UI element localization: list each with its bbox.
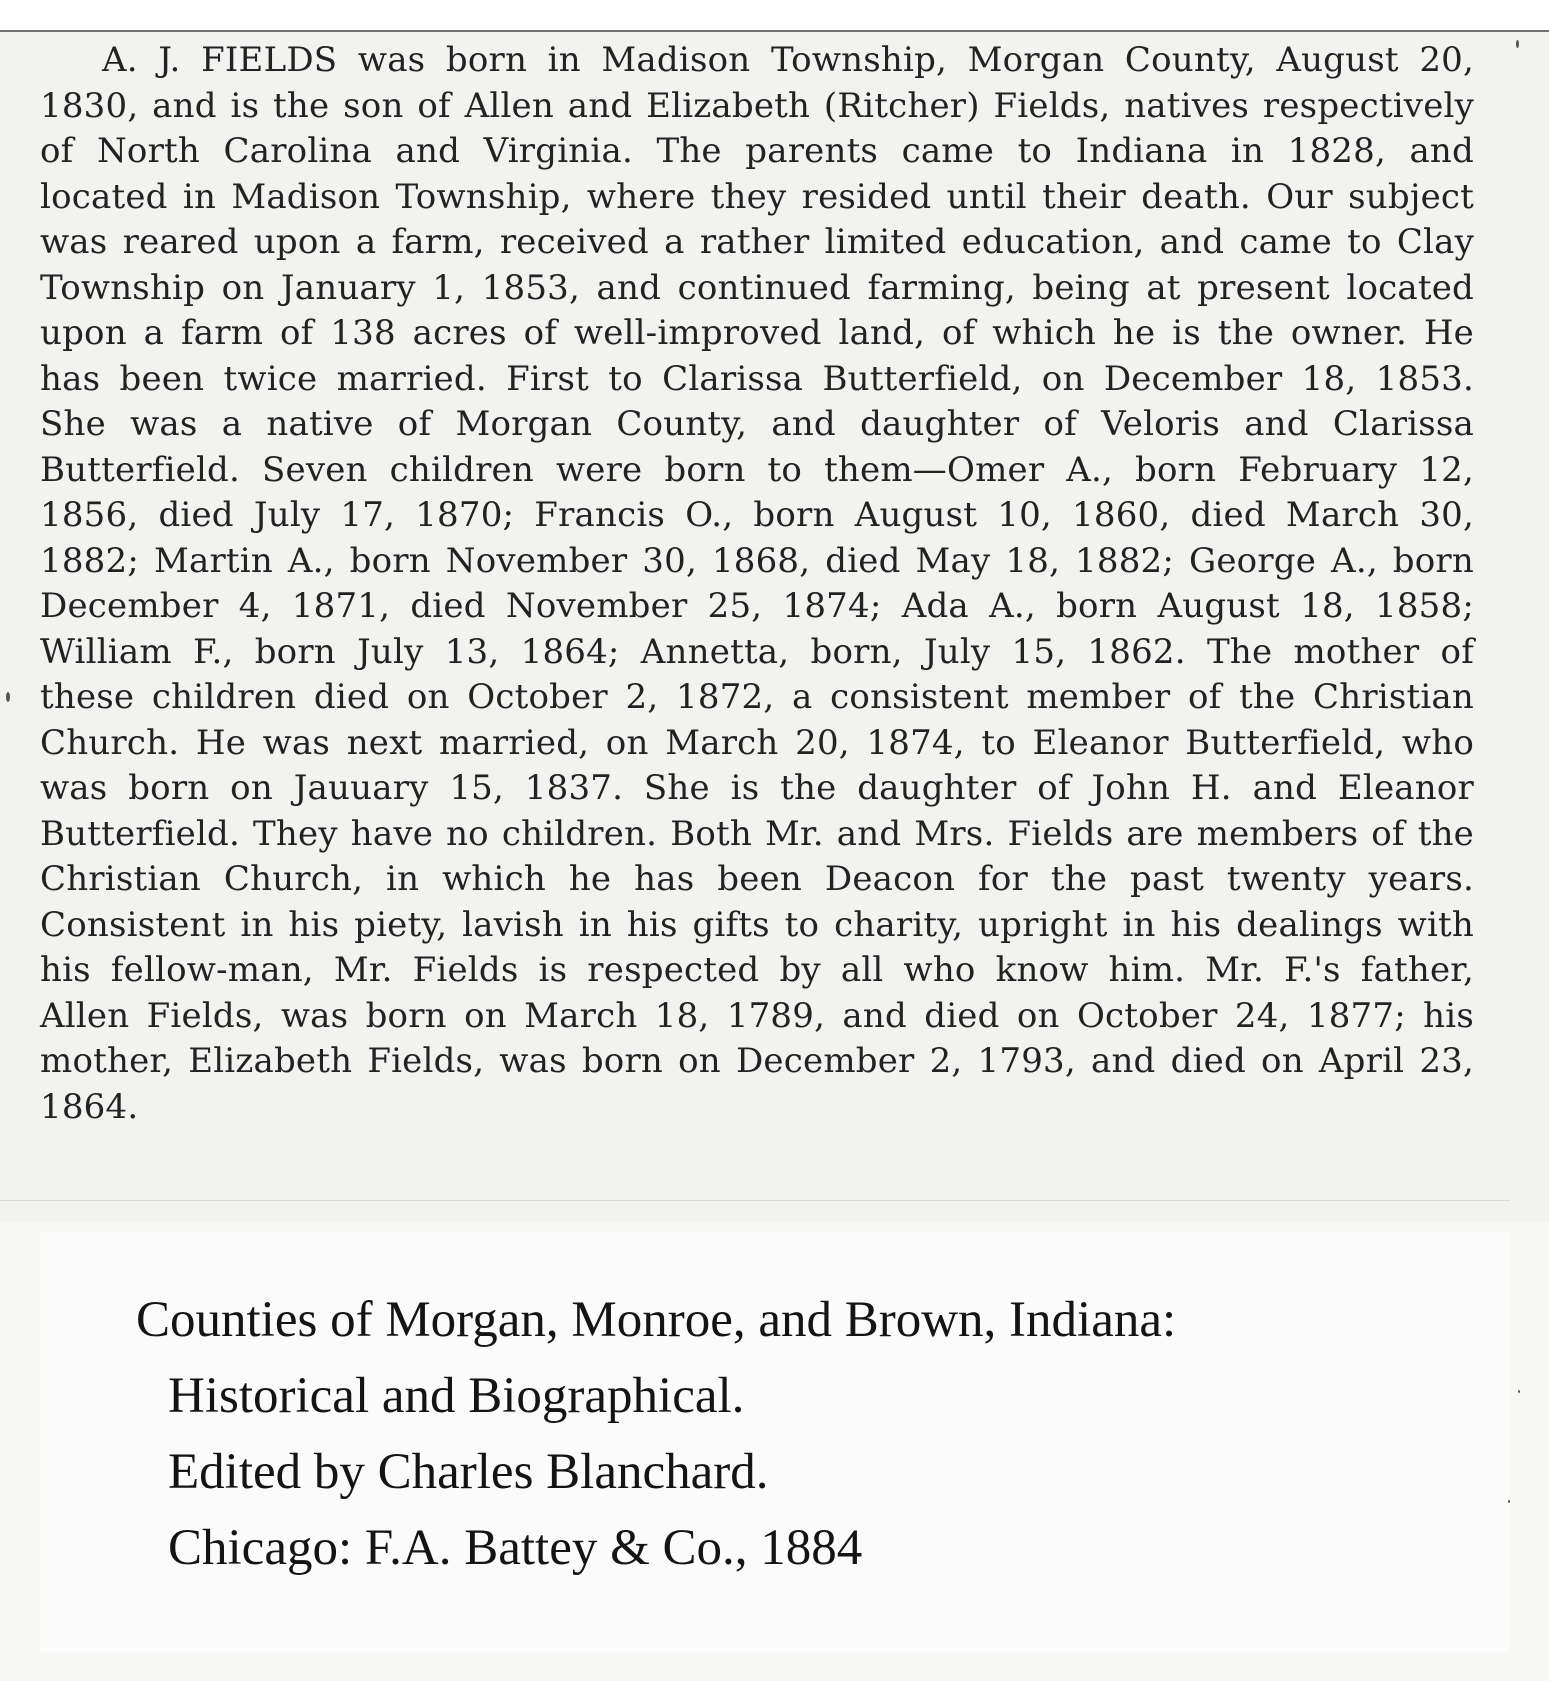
scan-speck — [1516, 40, 1519, 48]
citation-publisher: Chicago: F.A. Battey & Co., 1884 — [168, 1520, 863, 1576]
citation-title: Counties of Morgan, Monroe, and Brown, Indiana: — [136, 1292, 1177, 1348]
biography-paragraph: A. J. FIELDS was born in Madison Township, Morgan County, August 20, 1830, and is the son of Allen and Elizabeth (Ritcher) Fields, natives respectively of North Carolina and Virginia. The parents came to Indiana in 1828, and located in Madison Township, where they resided until their death. Our subject was reared upon a farm, received a rather limited education, and came to Clay Township on January 1, 1853, and continued farming, being at present located upon a farm of 138 acres of well-improved land, of which he is the owner. He has been twice married. First to Clarissa Butterfield, on December 18, 1853. She was a native of Morgan County, and daughter of Veloris and Clarissa Butterfield. Seven children were born to them—Omer A., born February 12, 1856, died July 17, 1870; Francis O., born August 10, 1860, died March 30, 1882; Martin A., born November 30, 1868, died May 18, 1882; George A., born December 4, 1871, died November 25, 1874; Ada A., born August 18, 1858; William F., born July 13, 1864; Annetta, born, July 15, 1862. The mother of these children died on October 2, 1872, a consistent member of the Christian Church. He was next married, on March 20, 1874, to Eleanor Butterfield, who was born on Jauuary 15, 1837. She is the daughter of John H. and Eleanor Butterfield. They have no children. Both Mr. and Mrs. Fields are members of the Christian Church, in which he has been Deacon for the past twenty years. Consistent in his piety, lavish in his gifts to charity, upright in his dealings with his fellow-man, Mr. Fields is respected by all who know him. Mr. F.'s father, Allen Fields, was born on March 18, 1789, and died on October 24, 1877; his mother, Elizabeth Fields, was born on December 2, 1793, and died on April 23, 1864. — [40, 40, 1474, 1127]
citation-editor: Edited by Charles Blanchard. — [168, 1444, 769, 1500]
citation-subtitle: Historical and Biographical. — [168, 1368, 745, 1424]
scan-speck — [6, 692, 10, 702]
clipping-bottom-edge — [0, 1200, 1510, 1201]
page-top-margin — [0, 0, 1549, 30]
scan-speck — [1508, 1500, 1510, 1503]
scan-speck — [1518, 1390, 1520, 1393]
